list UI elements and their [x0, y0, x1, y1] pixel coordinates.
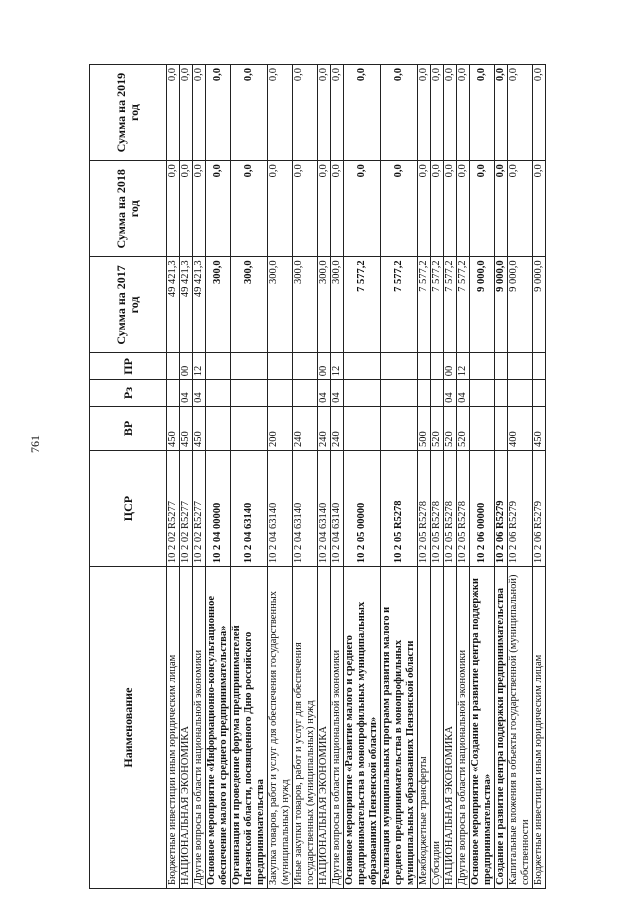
- cell-csr: 10 2 06 R5279: [508, 450, 533, 566]
- cell-csr: 10 2 06 R5279: [533, 450, 546, 566]
- cell-2019: 0,0: [533, 65, 546, 161]
- table-row: [418, 65, 431, 889]
- table-row: [381, 65, 418, 889]
- cell-rz: 04: [457, 380, 470, 407]
- cell-vr: 520: [444, 406, 457, 450]
- cell-rz: 04: [444, 380, 457, 407]
- cell-name: Бюджетные инвестиции иным юридическим лицам: [533, 567, 546, 889]
- cell-2018: 0,0: [533, 161, 546, 257]
- cell-name: НАЦИОНАЛЬНАЯ ЭКОНОМИКА: [444, 567, 457, 889]
- cell-2017: 300,0: [268, 257, 293, 353]
- cell-2017: 49 421,3: [167, 257, 180, 353]
- cell-pr: [293, 353, 318, 380]
- cell-name: Организация и проведение форума предпринимателей Пензенской области, посвященного Дню российского предпринимательства: [231, 567, 268, 889]
- cell-2017: 9 000,0: [508, 257, 533, 353]
- header-rz: Рз: [90, 380, 167, 407]
- cell-2017: 300,0: [231, 257, 268, 353]
- cell-rz: 04: [193, 380, 206, 407]
- cell-csr: 10 2 04 63140: [293, 450, 318, 566]
- cell-2019: 0,0: [470, 65, 495, 161]
- cell-csr: 10 2 05 R5278: [418, 450, 431, 566]
- cell-2017: 7 577,2: [457, 257, 470, 353]
- cell-pr: [344, 353, 381, 380]
- cell-name: НАЦИОНАЛЬНАЯ ЭКОНОМИКА: [318, 567, 331, 889]
- cell-pr: [431, 353, 444, 380]
- cell-2019: 0,0: [444, 65, 457, 161]
- cell-2018: 0,0: [381, 161, 418, 257]
- cell-csr: 10 2 04 63140: [331, 450, 344, 566]
- cell-2019: 0,0: [268, 65, 293, 161]
- table-body: [167, 65, 546, 889]
- cell-pr: [381, 353, 418, 380]
- cell-rz: 04: [318, 380, 331, 407]
- table-row: [331, 65, 344, 889]
- cell-pr: [418, 353, 431, 380]
- cell-2017: 300,0: [293, 257, 318, 353]
- cell-2018: 0,0: [495, 161, 508, 257]
- cell-name: Межбюджетные трансферты: [418, 567, 431, 889]
- header-name: Наименование: [90, 567, 167, 889]
- cell-name: Субсидии: [431, 567, 444, 889]
- header-vr: ВР: [90, 406, 167, 450]
- cell-name: Другие вопросы в области национальной экономики: [331, 567, 344, 889]
- cell-vr: 520: [457, 406, 470, 450]
- cell-csr: 10 2 05 R5278: [444, 450, 457, 566]
- cell-name: Иные закупки товаров, работ и услуг для обеспечения государственных (муниципальных) нужд: [293, 567, 318, 889]
- cell-pr: [470, 353, 495, 380]
- cell-2019: 0,0: [344, 65, 381, 161]
- table-header-row: [90, 65, 167, 889]
- cell-2019: 0,0: [167, 65, 180, 161]
- cell-vr: 450: [167, 406, 180, 450]
- table-row: [167, 65, 180, 889]
- cell-csr: 10 2 02 R5277: [193, 450, 206, 566]
- cell-2018: 0,0: [457, 161, 470, 257]
- table-row: [180, 65, 193, 889]
- cell-csr: 10 2 05 00000: [344, 450, 381, 566]
- header-2019: Сумма на 2019 год: [90, 65, 167, 161]
- cell-2017: 7 577,2: [444, 257, 457, 353]
- cell-vr: 200: [268, 406, 293, 450]
- cell-2017: 9 000,0: [495, 257, 508, 353]
- cell-vr: 450: [193, 406, 206, 450]
- cell-2017: 300,0: [331, 257, 344, 353]
- cell-name: Основное мероприятие «Создание и развитие центра поддержки предпринимательства»: [470, 567, 495, 889]
- cell-2017: 9 000,0: [533, 257, 546, 353]
- cell-pr: 00: [318, 353, 331, 380]
- cell-name: Реализация муниципальных программ развития малого и среднего предпринимательства в монопрофильных муниципальных образованиях Пензенской области: [381, 567, 418, 889]
- table-row: [206, 65, 231, 889]
- cell-rz: [206, 380, 231, 407]
- cell-pr: 00: [180, 353, 193, 380]
- cell-2018: 0,0: [206, 161, 231, 257]
- cell-name: Другие вопросы в области национальной экономики: [193, 567, 206, 889]
- cell-2018: 0,0: [344, 161, 381, 257]
- cell-csr: 10 2 06 R5279: [495, 450, 508, 566]
- cell-2017: 7 577,2: [418, 257, 431, 353]
- cell-2019: 0,0: [193, 65, 206, 161]
- table-row: [318, 65, 331, 889]
- cell-rz: [431, 380, 444, 407]
- cell-csr: 10 2 05 R5278: [381, 450, 418, 566]
- cell-2017: 300,0: [318, 257, 331, 353]
- cell-name: Другие вопросы в области национальной экономики: [457, 567, 470, 889]
- cell-2019: 0,0: [508, 65, 533, 161]
- cell-csr: 10 2 04 63140: [268, 450, 293, 566]
- cell-rz: [293, 380, 318, 407]
- cell-name: Бюджетные инвестиции иным юридическим лицам: [167, 567, 180, 889]
- cell-pr: [495, 353, 508, 380]
- cell-vr: [206, 406, 231, 450]
- cell-rz: [268, 380, 293, 407]
- cell-vr: 240: [318, 406, 331, 450]
- cell-pr: [533, 353, 546, 380]
- cell-vr: 400: [508, 406, 533, 450]
- cell-2018: 0,0: [431, 161, 444, 257]
- table-row: [268, 65, 293, 889]
- cell-rz: [495, 380, 508, 407]
- cell-csr: 10 2 02 R5277: [180, 450, 193, 566]
- cell-2019: 0,0: [293, 65, 318, 161]
- cell-2018: 0,0: [508, 161, 533, 257]
- cell-2017: 49 421,3: [180, 257, 193, 353]
- cell-2018: 0,0: [293, 161, 318, 257]
- header-2018: Сумма на 2018 год: [90, 161, 167, 257]
- rotated-page: [89, 64, 585, 889]
- cell-2018: 0,0: [318, 161, 331, 257]
- cell-vr: [470, 406, 495, 450]
- cell-pr: [167, 353, 180, 380]
- cell-2017: 7 577,2: [431, 257, 444, 353]
- table-row: [231, 65, 268, 889]
- cell-csr: 10 2 05 R5278: [431, 450, 444, 566]
- cell-2019: 0,0: [381, 65, 418, 161]
- table-row: [193, 65, 206, 889]
- cell-vr: [231, 406, 268, 450]
- cell-2019: 0,0: [331, 65, 344, 161]
- cell-pr: 00: [444, 353, 457, 380]
- table-row: [495, 65, 508, 889]
- cell-name: Создание и развитие центра поддержки предпринимательства: [495, 567, 508, 889]
- page-number: 761: [28, 435, 42, 453]
- cell-vr: 520: [431, 406, 444, 450]
- table-row: [344, 65, 381, 889]
- cell-csr: 10 2 04 63140: [231, 450, 268, 566]
- table-row: [444, 65, 457, 889]
- cell-rz: [231, 380, 268, 407]
- header-2017: Сумма на 2017 год: [90, 257, 167, 353]
- cell-name: Капитальные вложения в объекты государственной (муниципальной) собственности: [508, 567, 533, 889]
- cell-vr: 500: [418, 406, 431, 450]
- cell-csr: 10 2 06 00000: [470, 450, 495, 566]
- cell-2017: 300,0: [206, 257, 231, 353]
- cell-pr: [231, 353, 268, 380]
- cell-pr: [206, 353, 231, 380]
- cell-vr: [344, 406, 381, 450]
- cell-rz: 04: [331, 380, 344, 407]
- cell-2018: 0,0: [331, 161, 344, 257]
- cell-name: Основное мероприятие «Развитие малого и среднего предпринимательства в монопрофильных муниципальных образованиях Пензенской области»: [344, 567, 381, 889]
- cell-2018: 0,0: [470, 161, 495, 257]
- cell-2018: 0,0: [193, 161, 206, 257]
- cell-2019: 0,0: [418, 65, 431, 161]
- cell-2019: 0,0: [495, 65, 508, 161]
- table-row: [533, 65, 546, 889]
- cell-2018: 0,0: [444, 161, 457, 257]
- cell-csr: 10 2 02 R5277: [167, 450, 180, 566]
- cell-vr: 450: [533, 406, 546, 450]
- cell-csr: 10 2 05 R5278: [457, 450, 470, 566]
- cell-rz: [418, 380, 431, 407]
- cell-csr: 10 2 04 63140: [318, 450, 331, 566]
- cell-2017: 9 000,0: [470, 257, 495, 353]
- cell-rz: [470, 380, 495, 407]
- table-row: [508, 65, 533, 889]
- cell-vr: [381, 406, 418, 450]
- cell-pr: 12: [331, 353, 344, 380]
- cell-2019: 0,0: [431, 65, 444, 161]
- cell-rz: [508, 380, 533, 407]
- cell-rz: [381, 380, 418, 407]
- cell-2019: 0,0: [231, 65, 268, 161]
- cell-rz: [533, 380, 546, 407]
- cell-vr: 240: [293, 406, 318, 450]
- cell-2018: 0,0: [268, 161, 293, 257]
- cell-vr: 240: [331, 406, 344, 450]
- cell-name: Основное мероприятие «Информационно-консультационное обеспечение малого и среднего предпринимательства»: [206, 567, 231, 889]
- cell-2019: 0,0: [206, 65, 231, 161]
- table-row: [470, 65, 495, 889]
- table-row: [293, 65, 318, 889]
- cell-2017: 49 421,3: [193, 257, 206, 353]
- cell-pr: [268, 353, 293, 380]
- cell-2018: 0,0: [231, 161, 268, 257]
- budget-table: [89, 64, 546, 889]
- cell-name: Закупка товаров, работ и услуг для обеспечения государственных (муниципальных) нужд: [268, 567, 293, 889]
- cell-rz: [344, 380, 381, 407]
- header-csr: ЦСР: [90, 450, 167, 566]
- cell-2017: 7 577,2: [344, 257, 381, 353]
- cell-pr: 12: [457, 353, 470, 380]
- cell-2019: 0,0: [180, 65, 193, 161]
- cell-pr: [508, 353, 533, 380]
- cell-2018: 0,0: [180, 161, 193, 257]
- cell-2019: 0,0: [457, 65, 470, 161]
- cell-rz: [167, 380, 180, 407]
- cell-2017: 7 577,2: [381, 257, 418, 353]
- cell-pr: 12: [193, 353, 206, 380]
- cell-name: НАЦИОНАЛЬНАЯ ЭКОНОМИКА: [180, 567, 193, 889]
- cell-rz: 04: [180, 380, 193, 407]
- cell-2019: 0,0: [318, 65, 331, 161]
- cell-csr: 10 2 04 00000: [206, 450, 231, 566]
- cell-2018: 0,0: [418, 161, 431, 257]
- cell-2018: 0,0: [167, 161, 180, 257]
- cell-vr: [495, 406, 508, 450]
- header-pr: ПР: [90, 353, 167, 380]
- table-row: [457, 65, 470, 889]
- cell-vr: 450: [180, 406, 193, 450]
- table-row: [431, 65, 444, 889]
